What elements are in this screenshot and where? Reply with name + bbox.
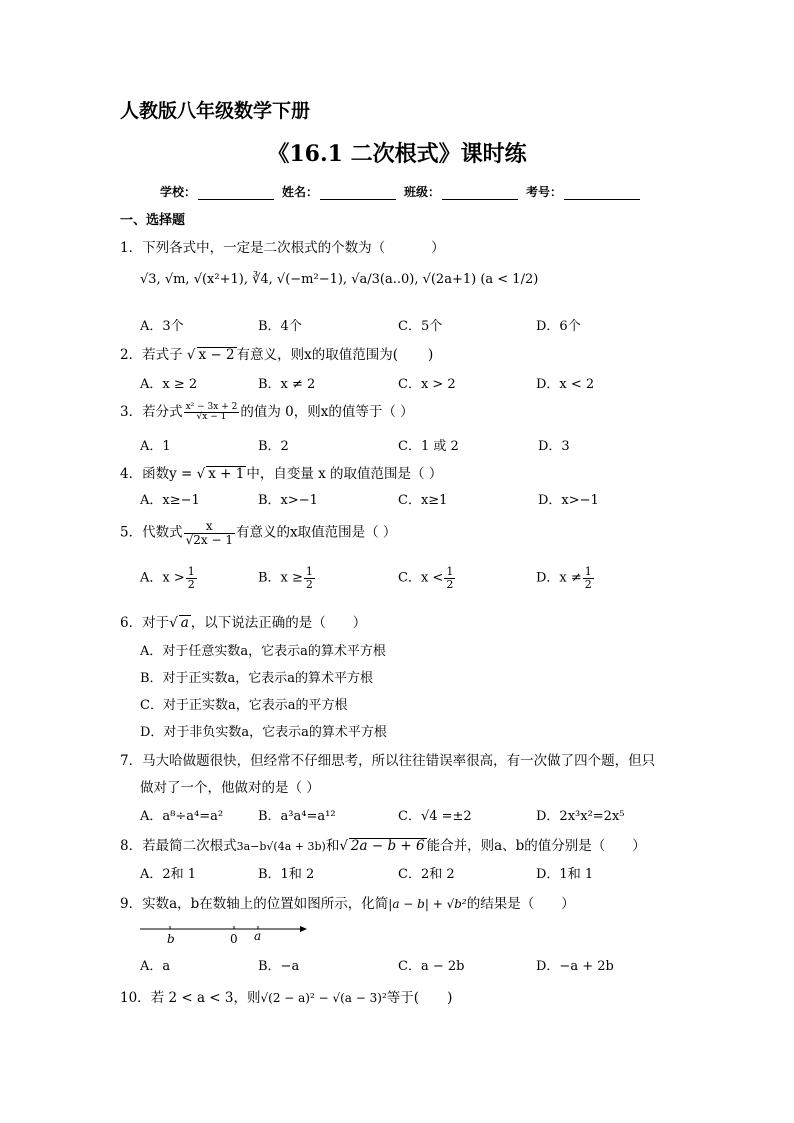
field-class (404, 183, 524, 200)
conjunction: 和 (325, 838, 340, 854)
question-number: 5． (120, 524, 143, 541)
q9-option-a[interactable]: A．a (140, 959, 171, 974)
question-7 (120, 749, 655, 769)
q9-option-d[interactable]: D．−a + 2b (536, 959, 614, 974)
fraction (184, 403, 240, 423)
fraction-denominator: √2x − 1 (185, 532, 233, 547)
option-text: B．x ≥ (258, 570, 303, 586)
q5-option-a[interactable] (140, 566, 198, 590)
denominator-radicand: x − 1 (202, 412, 227, 422)
field-exam-no-label: 考号： (526, 185, 563, 199)
math-expression: |a − b| + √b² (388, 897, 467, 911)
radicand: x + 1 (208, 466, 245, 482)
q6-option-d[interactable]: D．对于非负实数a，它表示a的算术平方根 (140, 725, 387, 740)
fraction-half (186, 566, 197, 590)
field-school-label: 学校： (160, 185, 197, 199)
question-stem: 函数y = (142, 466, 197, 482)
field-name-label: 姓名： (282, 185, 319, 199)
q3-option-c[interactable]: C．1 或 2 (398, 439, 459, 454)
fraction-denominator: √x − 1 (196, 412, 227, 422)
question-number: 6． (120, 615, 143, 631)
option-text: A．x > (140, 570, 185, 586)
question-stem: 若分式 (142, 404, 183, 420)
denominator: 2 (187, 577, 195, 591)
number-line (140, 926, 310, 948)
question-9 (120, 892, 575, 912)
q1-option-b[interactable]: B．4个 (258, 319, 302, 334)
field-name-blank[interactable] (320, 187, 396, 200)
fraction-numerator: x² − 3x + 2 (185, 401, 238, 412)
field-name (282, 183, 402, 200)
label-zero: 0 (230, 932, 238, 946)
radical-expression-1: 3a−b√(4a + 3b) (236, 840, 326, 853)
q8-option-d[interactable]: D．1和 1 (536, 867, 594, 882)
radical-expression-2: 2a − b + 6 (350, 838, 425, 854)
question-stem-post: 中，自变量 x 的取值范围是（ ） (246, 466, 443, 482)
denominator: 2 (446, 577, 454, 591)
q8-option-c[interactable]: C．2和 2 (398, 867, 455, 882)
q6-option-c[interactable]: C．对于正实数a，它表示a的平方根 (140, 698, 348, 713)
math-expression: √(2 − a)² − √(a − 3)² (260, 991, 387, 1005)
field-class-label: 班级： (404, 185, 441, 199)
label-a: a (254, 929, 262, 943)
question-number: 2． (120, 347, 143, 363)
q1-option-d[interactable]: D．6个 (536, 319, 581, 334)
arrow-head-icon (300, 926, 307, 932)
q1-option-a[interactable]: A．3个 (140, 319, 184, 334)
numerator: 1 (584, 565, 592, 578)
q8-option-b[interactable]: B．1和 2 (258, 867, 315, 882)
question-6: 6．对于√ a ，以下说法正确的是（ ） (120, 615, 367, 631)
question-stem: 下列各式中，一定是二次根式的个数为（ (142, 240, 386, 256)
question-stem-post: 有意义的x取值范围是（ ） (235, 524, 397, 541)
denominator: 2 (305, 577, 313, 591)
q3-option-b[interactable]: B．2 (258, 439, 289, 454)
q7-option-b[interactable]: B．a³a⁴=a¹² (258, 809, 336, 824)
fraction-numerator: x (184, 520, 235, 534)
q1-option-c[interactable]: C．5个 (398, 319, 443, 334)
question-stem-post: 有意义，则x的取值范围为( (236, 347, 398, 363)
question-stem-post: 的值为 0，则x的值等于（ ） (240, 404, 414, 420)
question-stem: 若式子 (142, 347, 183, 363)
question-8: 8．若最简二次根式3a−b√(4a + 3b)和√ 2a − b + 6 能合并，则a、b的值分别是（ ） (120, 838, 646, 854)
question-stem-post: ，以下说法正确的是（ ） (190, 615, 367, 631)
q7-option-d[interactable]: D．2x³x²=2x⁵ (536, 809, 625, 824)
denominator-radicand: 2x − 1 (193, 532, 233, 547)
question-stem: 代数式 (142, 524, 183, 541)
q4-option-a[interactable]: A．x≥−1 (140, 493, 200, 508)
q5-option-b[interactable] (258, 566, 316, 590)
field-exam-no-blank[interactable] (564, 187, 640, 200)
q5-option-d[interactable] (536, 566, 595, 590)
question-1 (120, 236, 445, 256)
field-school-blank[interactable] (198, 187, 274, 200)
page-title: 《16.1 二次根式》课时练 (267, 141, 527, 167)
q2-option-a[interactable]: A．x ≥ 2 (140, 377, 198, 392)
question-1-expression: √3, √m, √(x²+1), ∛4, √(−m²−1), √a/3(a..0), √(2a+1) (a < 1/2) (140, 272, 539, 287)
fraction-half (444, 566, 455, 590)
denominator: 2 (584, 577, 592, 591)
question-number: 4． (120, 466, 143, 482)
q6-option-b[interactable]: B．对于正实数a，它表示a的算术平方根 (140, 671, 374, 686)
q6-option-a[interactable]: A．对于任意实数a，它表示a的算术平方根 (140, 644, 386, 659)
q4-option-b[interactable]: B．x>−1 (258, 493, 318, 508)
question-stem: 若最简二次根式 (142, 838, 237, 854)
field-class-blank[interactable] (442, 187, 518, 200)
question-bracket: ) (447, 990, 453, 1006)
question-stem: 若 2 < a < 3，则 (150, 990, 261, 1006)
numerator: 1 (187, 565, 195, 578)
q3-option-a[interactable]: A．1 (140, 439, 171, 454)
q7-option-c[interactable]: C．√4 =±2 (398, 809, 472, 824)
q9-option-b[interactable]: B．−a (258, 959, 300, 974)
option-text: D．x ≠ (536, 570, 582, 586)
q3-option-d[interactable]: D．3 (538, 439, 570, 454)
question-number: 10． (120, 990, 151, 1006)
question-stem: 实数a，b在数轴上的位置如图所示，化简 (142, 896, 389, 912)
series-label: 人教版八年级数学下册 (120, 100, 311, 122)
question-number: 8． (120, 838, 143, 854)
section-heading: 一、选择题 (120, 213, 186, 228)
question-stem-post: 能合并，则a、b的值分别是（ ） (426, 838, 646, 854)
q4-option-c[interactable]: C．x≥1 (398, 493, 448, 508)
q9-option-c[interactable]: C．a − 2b (398, 959, 465, 974)
field-exam-no (526, 183, 646, 200)
question-4: 4．函数y = √ x + 1 中，自变量 x 的取值范围是（ ） (120, 466, 443, 482)
student-info-row (160, 183, 648, 200)
question-2: 2．若式子 √ x − 2 有意义，则x的取值范围为( ) (120, 347, 434, 363)
question-7-line2: 做对了一个，他做对的是（ ） (140, 780, 320, 796)
question-number: 7． (120, 753, 143, 769)
fraction-half (304, 566, 315, 590)
fraction (184, 520, 235, 546)
numerator: 1 (305, 565, 313, 578)
field-school (160, 183, 280, 200)
fraction-half (583, 566, 594, 590)
question-number: 3． (120, 404, 143, 420)
question-stem: 马大哈做题很快，但经常不仔细思考，所以往往错误率很高，有一次做了四个题，但只 (142, 753, 656, 769)
question-number: 9． (120, 896, 143, 912)
q5-option-c[interactable] (398, 566, 456, 590)
numerator: 1 (446, 565, 454, 578)
question-number: 1． (120, 240, 143, 256)
q7-option-a[interactable]: A．a⁸÷a⁴=a² (140, 809, 224, 824)
option-text: C．x < (398, 570, 444, 586)
question-stem-post: 等于( (386, 990, 420, 1006)
radicand: x − 2 (198, 347, 235, 363)
question-stem-post: 的结果是（ ） (466, 896, 575, 912)
q2-option-b[interactable]: B．x ≠ 2 (258, 377, 316, 392)
q2-option-c[interactable]: C．x > 2 (398, 377, 456, 392)
question-10 (120, 986, 452, 1006)
q4-option-d[interactable]: D．x>−1 (538, 493, 599, 508)
question-bracket: ） (431, 240, 445, 256)
radicand: a (180, 615, 189, 631)
q2-option-d[interactable]: D．x < 2 (536, 377, 595, 392)
question-5 (120, 520, 396, 546)
question-stem: 对于 (142, 615, 170, 631)
q8-option-a[interactable]: A．2和 1 (140, 867, 197, 882)
question-3 (120, 400, 414, 422)
label-b: b (167, 932, 175, 946)
question-bracket: ) (428, 347, 434, 363)
